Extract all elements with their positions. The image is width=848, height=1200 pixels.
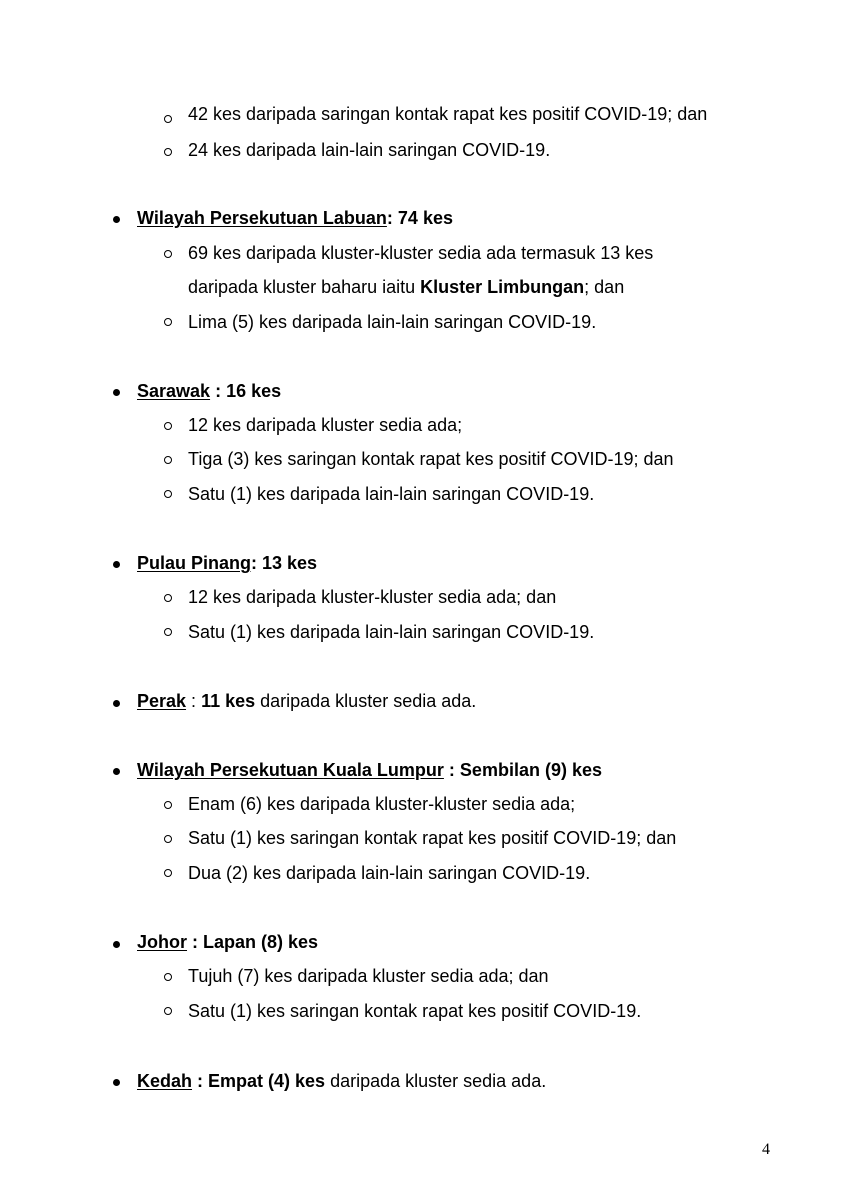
list-item: Satu (1) kes daripada lain-lain saringan COVID-19. <box>188 622 595 642</box>
list-item: 12 kes daripada kluster-kluster sedia ada; dan <box>188 587 557 607</box>
sub-bullet-icon <box>164 490 172 498</box>
case-count: Sembilan (9) kes <box>459 760 602 780</box>
list-item: Tujuh (7) kes daripada kluster sedia ada; dan <box>188 966 549 986</box>
bullet-icon <box>113 389 120 396</box>
bullet-icon <box>113 561 120 568</box>
detail-text: daripada kluster sedia ada. <box>325 1071 547 1091</box>
list-item: 24 kes daripada lain-lain saringan COVID-19. <box>188 140 551 160</box>
state-name: Pulau Pinang <box>137 553 252 573</box>
sub-bullet-icon <box>164 115 172 123</box>
list-item: 12 kes daripada kluster sedia ada; <box>188 415 463 435</box>
section-heading-perak <box>137 690 476 712</box>
case-count: Empat (4) kes <box>208 1071 326 1091</box>
list-item: Satu (1) kes daripada lain-lain saringan COVID-19. <box>188 484 595 504</box>
list-item: 69 kes daripada kluster-kluster sedia ada termasuk 13 kes <box>188 243 654 263</box>
separator: : <box>187 932 204 952</box>
state-name: Wilayah Persekutuan Labuan <box>137 208 387 228</box>
list-item: 42 kes daripada saringan kontak rapat kes positif COVID-19; dan <box>188 104 708 124</box>
state-name: Wilayah Persekutuan Kuala Lumpur <box>137 760 444 780</box>
sub-bullet-icon <box>164 456 172 464</box>
bullet-icon <box>113 216 120 223</box>
case-count: 13 kes <box>257 553 318 573</box>
list-item: Satu (1) kes saringan kontak rapat kes positif COVID-19. <box>188 1001 642 1021</box>
sub-bullet-icon <box>164 422 172 430</box>
sub-bullet-icon <box>164 318 172 326</box>
bullet-icon <box>113 941 120 948</box>
separator: : <box>210 381 227 401</box>
section-heading-sarawak <box>137 380 281 402</box>
sub-bullet-icon <box>164 801 172 809</box>
cluster-name: Kluster Limbungan <box>420 277 585 297</box>
state-name: Sarawak <box>137 381 211 401</box>
list-item: Tiga (3) kes saringan kontak rapat kes positif COVID-19; dan <box>188 449 674 469</box>
separator: : <box>443 760 460 780</box>
list-item: Enam (6) kes daripada kluster-kluster sedia ada; <box>188 794 576 814</box>
separator: : <box>386 208 393 228</box>
state-name: Johor <box>137 932 188 952</box>
list-item-continuation <box>188 276 624 298</box>
case-count: 11 kes <box>201 691 256 711</box>
list-item: Lima (5) kes daripada lain-lain saringan COVID-19. <box>188 312 597 332</box>
sub-bullet-icon <box>164 1007 172 1015</box>
list-item: Dua (2) kes daripada lain-lain saringan COVID-19. <box>188 863 591 883</box>
detail-text: daripada kluster sedia ada. <box>255 691 477 711</box>
section-heading-labuan <box>137 207 453 229</box>
text: daripada kluster baharu iaitu <box>188 277 421 297</box>
separator: : <box>251 553 258 573</box>
section-heading-pulau-pinang <box>137 552 317 574</box>
page-number: 4 <box>762 1141 770 1158</box>
section-heading-kuala-lumpur <box>137 759 602 781</box>
case-count: 16 kes <box>226 381 282 401</box>
list-item: Satu (1) kes saringan kontak rapat kes positif COVID-19; dan <box>188 828 677 848</box>
section-heading-kedah <box>137 1070 546 1092</box>
sub-bullet-icon <box>164 973 172 981</box>
state-name: Perak <box>137 691 187 711</box>
state-name: Kedah <box>137 1071 193 1091</box>
sub-bullet-icon <box>164 148 172 156</box>
sub-bullet-icon <box>164 594 172 602</box>
bullet-icon <box>113 768 120 775</box>
sub-bullet-icon <box>164 869 172 877</box>
bullet-icon <box>113 700 120 707</box>
sub-bullet-icon <box>164 250 172 258</box>
section-heading-johor <box>137 931 318 953</box>
separator: : <box>192 1071 209 1091</box>
text: ; dan <box>584 277 625 297</box>
separator: : <box>186 691 202 711</box>
sub-bullet-icon <box>164 835 172 843</box>
case-count: Lapan (8) kes <box>203 932 319 952</box>
case-count: 74 kes <box>392 208 453 228</box>
sub-bullet-icon <box>164 628 172 636</box>
bullet-icon <box>113 1079 120 1086</box>
